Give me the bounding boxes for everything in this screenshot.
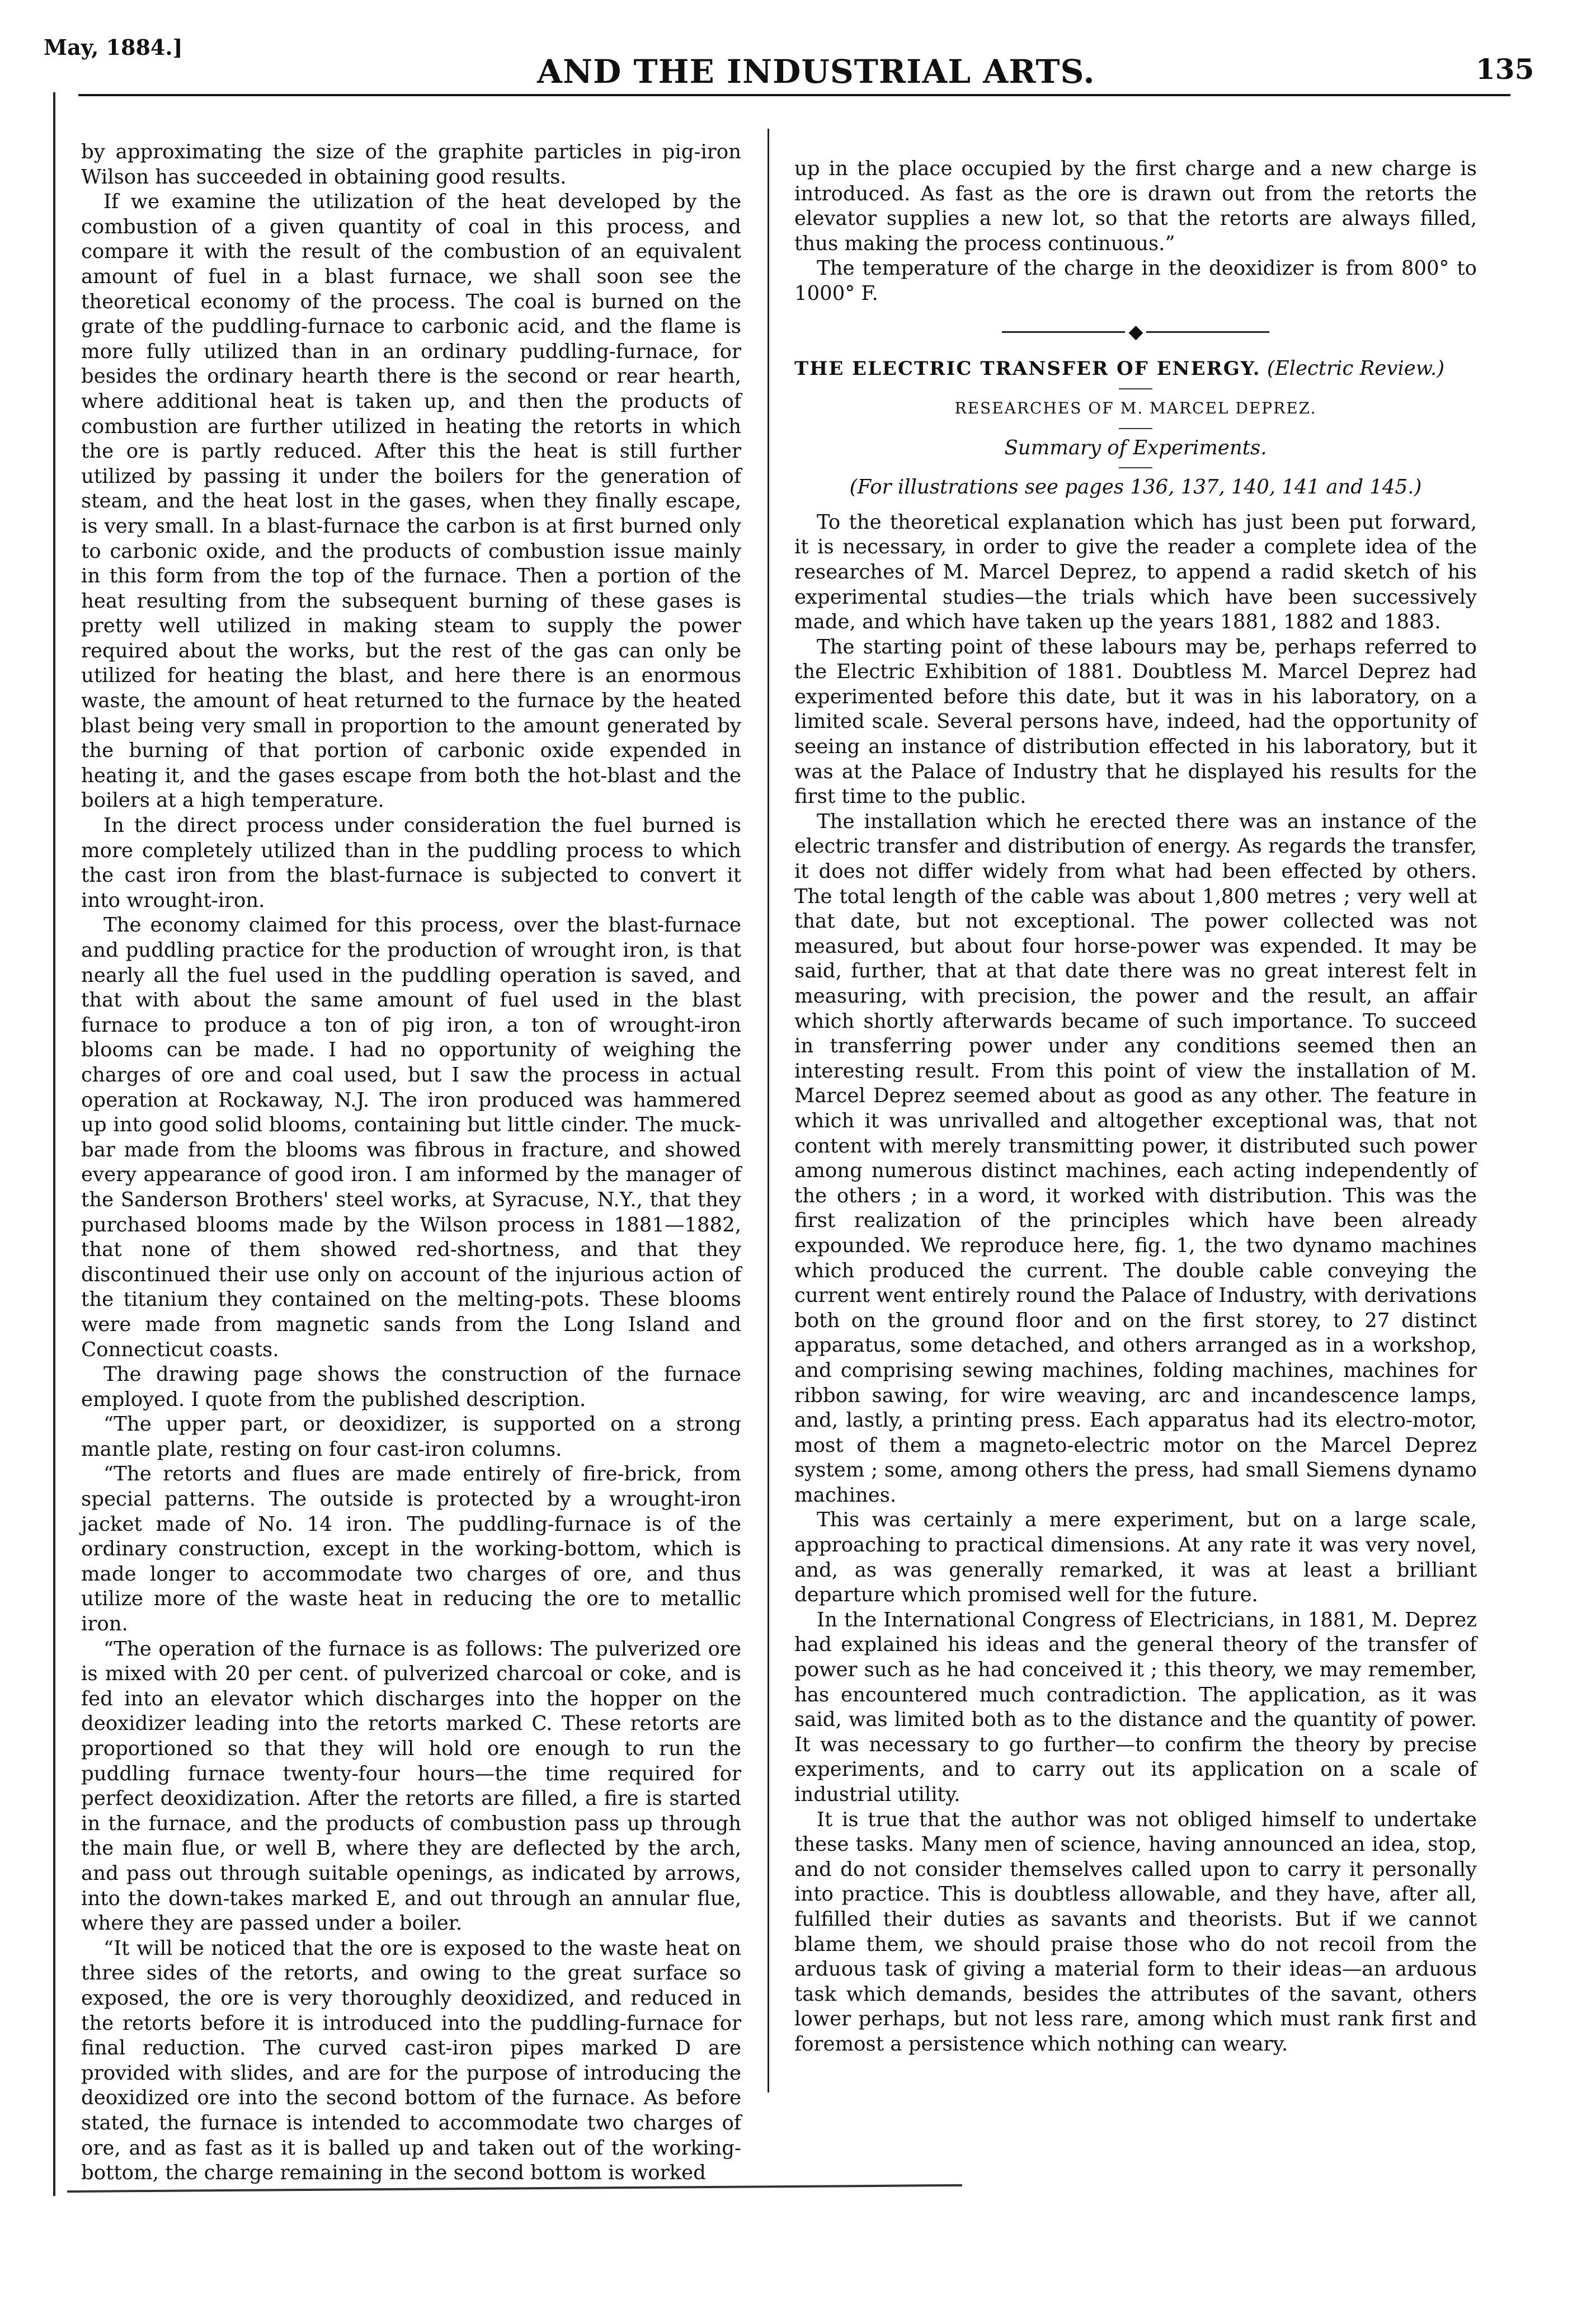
body-paragraph: “It will be noticed that the ore is exposed to the waste heat on three sides of the retorts, and owing to the great surface so exposed, the ore is very thoroughly deoxidized, and reduced in the retorts before it is introduced into the puddling-furnace for final reduction. The curved cast-iron pipes marked D are provided with slides, and are for the purpose of introducing the deoxidized ore into the second bottom of the furnace. As before stated, the furnace is intended to accommodate two charges of ore, and as fast as it is balled up and taken out of the working-bottom, the charge remaining in the second bottom is worked [81,1936,741,2185]
body-paragraph: up in the place occupied by the first charge and a new charge is introduced. As fast as the ore is drawn out from the retorts the elevator supplies a new lot, so that the retorts are always filled, thus making the process continuous.” [794,157,1477,255]
section-ornament: ◆ [794,319,1477,345]
left-column [81,140,741,2186]
article-heading [794,356,1477,382]
body-paragraph: This was certainly a mere experiment, but on a large scale, approaching to practical dimensions. At any rate it was very novel, and, as was generally remarked, it was at least a brilliant departure which promised well for the future. [794,1508,1477,1607]
article-source: (Electric Review.) [1267,357,1445,380]
body-paragraph: The drawing page shows the construction of the furnace employed. I quote from the published description. [81,1363,741,1411]
article-title: THE ELECTRIC TRANSFER OF ENERGY. [794,358,1261,380]
issue-date: May, 1884.] [44,35,183,60]
article-subtitle: RESEARCHES OF M. MARCEL DEPREZ. [954,398,1317,417]
body-paragraph: The temperature of the charge in the deoxidizer is from 800° to 1000° F. [794,257,1477,305]
column-divider [768,129,769,2092]
body-paragraph: “The upper part, or deoxidizer, is supported on a strong mantle plate, resting on four cast-iron columns. [81,1413,741,1461]
illustrations-note: (For illustrations see pages 136, 137, 140, 141 and 145.) [849,476,1422,499]
body-paragraph: The economy claimed for this process, over the blast-furnace and puddling practice for the production of wrought iron, is that nearly all the fuel used in the puddling operation is saved, and that with about the same amount of fuel used in the blast furnace to produce a ton of pig iron, a ton of wrought-iron blooms can be made. I had no opportunity of weighing the charges of ore and coal used, but I saw the process in actual operation at Rockaway, N.J. The iron produced was hammered up into good solid blooms, containing but little cinder. The muck-bar made from the blooms was fibrous in fracture, and showed every appearance of good iron. I am informed by the manager of the Sanderson Brothers' steel works, at Syracuse, N.Y., that they purchased blooms made by the Wilson process in 1881—1882, that none of them showed red-shortness, and that they discontinued their use only on account of the injurious action of the titanium they contained on the melting-pots. These blooms were made from magnetic sands from the Long Island and Connecticut coasts. [81,914,741,1361]
body-paragraph: In the International Congress of Electricians, in 1881, M. Deprez had explained his ideas and the general theory of the transfer of power such as he had conceived it ; this theory, we may remember, has encountered much contradiction. The application, as it was said, was limited both as to the distance and the quantity of power. It was necessary to go further—to confirm the theory by precise experiments, and to carry out its application on a scale of industrial utility. [794,1608,1477,1807]
page-number: 135 [1476,53,1534,86]
divider-dash [1119,388,1152,389]
page-frame-left [53,92,55,2196]
header-rule [78,94,1510,96]
body-paragraph: by approximating the size of the graphite particles in pig-iron Wilson has succeeded in obtaining good results. [81,140,741,189]
body-paragraph: If we examine the utilization of the heat developed by the combustion of a given quantity of coal in this process, and compare it with the result of the combustion of an equivalent amount of fuel in a blast furnace, we shall soon see the theoretical economy of the process. The coal is burned on the grate of the puddling-furnace to carbonic acid, and the flame is more fully utilized than in an ordinary puddling-furnace, for besides the ordinary hearth there is the second or rear hearth, where additional heat is taken up, and then the products of combustion are further utilized in heating the retorts in which the ore is partly reduced. After this the heat is still further utilized by passing it under the boilers for the generation of steam, and the heat lost in the gases, when they finally escape, is very small. In a blast-furnace the carbon is at first burned only to carbonic oxide, and the products of combustion issue mainly in this form from the top of the furnace. Then a portion of the heat resulting from the subsequent burning of these gases is pretty well utilized in making steam to supply the power required about the works, but the rest of the gas can only be utilized for heating the blast, and here there is an enormous waste, the amount of heat returned to the furnace by the heated blast being very small in proportion to the amount generated by the burning of that portion of carbonic oxide expended in heating it, and the gases escape from both the hot-blast and the boilers at a high temperature. [81,190,741,812]
body-paragraph: “The operation of the furnace is as follows: The pulverized ore is mixed with 20 per cent. of pulverized charcoal or coke, and is fed into an elevator which discharges into the hopper on the deoxidizer leading into the retorts marked C. These retorts are proportioned so that they will hold ore enough to run the puddling furnace twenty-four hours—the time required for perfect deoxidization. After the retorts are filled, a fire is started in the furnace, and the products of combustion pass up through the main flue, or well B, where they are deflected by the arch, and pass out through suitable openings, as indicated by arrows, into the down-takes marked E, and out through an annular flue, where they are passed under a boiler. [81,1637,741,1935]
body-paragraph: The installation which he erected there was an instance of the electric transfer and distribution of energy. As regards the transfer, it does not differ widely from what had been effected by others. The total length of the cable was about 1,800 metres ; very well at that date, but not exceptional. The power collected was not measured, but about four horse-power was expended. It may be said, further, that at that date there was no great interest felt in measuring, with precision, the power and the result, an affair which shortly afterwards became of such importance. To succeed in transferring power under any conditions seemed then an interesting result. From this point of view the installation of M. Marcel Deprez seemed about as good as any other. The feature in which it was unrivalled and altogether exceptional was, that not content with merely transmitting power, it distributed such power among numerous distinct machines, each acting independently of the others ; in a word, it worked with distribution. This was the first realization of the principles which have been already expounded. We reproduce here, fig. 1, the two dynamo machines which produced the current. The double cable conveying the current went entirely round the Palace of Industry, with derivations both on the ground floor and on the first storey, to 27 distinct apparatus, some detached, and others arranged as in a workshop, and comprising sewing machines, folding machines, machines for ribbon sawing, for wire weaving, arc and incandescence lamps, and, lastly, a printing press. Each apparatus had its electro-motor, most of them a magneto-electric motor on the Marcel Deprez system ; some, among others the press, had small Siemens dynamo machines. [794,810,1477,1507]
running-title: AND THE INDUSTRIAL ARTS. [537,53,1095,91]
body-paragraph: In the direct process under consideration the fuel burned is more completely utilized than in the puddling process to which the cast iron from the blast-furnace is subjected to convert it into wrought-iron. [81,814,741,912]
body-paragraph: The starting point of these labours may be, perhaps referred to the Electric Exhibition of 1881. Doubtless M. Marcel Deprez had experimented before this date, but it was in his laboratory, on a limited scale. Several persons have, indeed, had the opportunity of seeing an instance of distribution effected in his laboratory, but it was at the Palace of Industry that he displayed his results for the first time to the public. [794,635,1477,808]
right-column [794,157,1477,2057]
body-paragraph: “The retorts and flues are made entirely of fire-brick, from special patterns. The outside is protected by a wrought-iron jacket made of No. 14 iron. The puddling-furnace is of the ordinary construction, except in the working-bottom, which is made longer to accommodate two charges of ore, and thus utilize more of the waste heat in reducing the ore to metallic iron. [81,1463,741,1636]
divider-dash [1119,467,1152,468]
body-paragraph: It is true that the author was not obliged himself to undertake these tasks. Many men of science, having announced an idea, stop, and do not consider themselves called upon to carry it personally into practice. This is doubtless allowable, and they have, after all, fulfilled their duties as savants and theorists. But if we cannot blame them, we should praise those who do not recoil from the arduous task of giving a material form to their ideas—an arduous task which demands, besides the attributes of the savant, others lower perhaps, but not less rare, among which must rank first and foremost a persistence which nothing can weary. [794,1808,1477,2056]
body-paragraph: To the theoretical explanation which has just been put forward, it is necessary, in order to give the reader a complete idea of the researches of M. Marcel Deprez, to append a radid sketch of his experimental studies—the trials which have been successively made, and which have taken up the years 1881, 1882 and 1883. [794,510,1477,634]
section-heading: Summary of Experiments. [1004,436,1267,459]
divider-dash [1119,428,1152,429]
